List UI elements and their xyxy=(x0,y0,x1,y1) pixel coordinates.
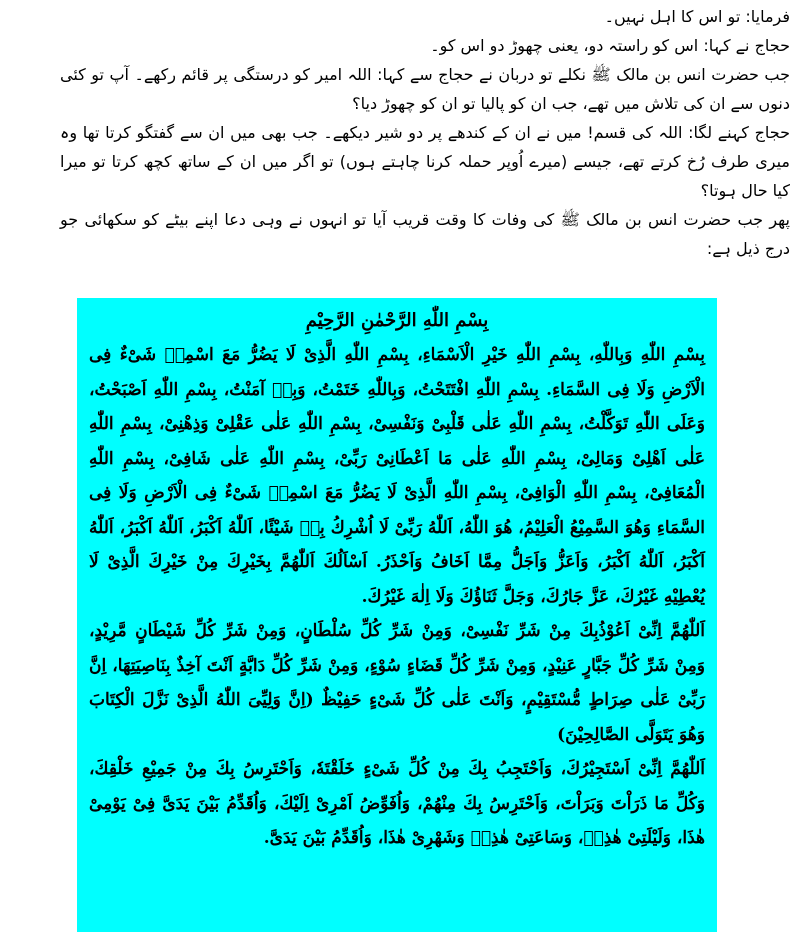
dua-paragraph-1: بِسْمِ اللّٰهِ وَبِاللّٰهِ، بِسْمِ اللّٰهِ خَيْرِ الْاَسْمَاءِ، بِسْمِ اللّٰهِ الَّذِىْ لَا يَضُرُّ مَعَ اسْمِهٖ شَىْءٌ فِى الْاَرْضِ وَلَا فِى السَّمَاءِ. بِسْمِ اللّٰهِ افْتَتَحْتُ، وَبِاللّٰهِ خَتَمْتُ، وَبِهٖ آمَنْتُ، بِسْمِ اللّٰهِ اَصْبَحْتُ، وَعَلَى اللّٰهِ تَوَكَّلْتُ، بِسْمِ اللّٰهِ عَلٰى قَلْبِىْ وَنَفْسِىْ، بِسْمِ اللّٰهِ عَلٰى عَقْلِىْ وَذِهْنِىْ، بِسْمِ اللّٰهِ عَلٰى اَهْلِىْ وَمَالِىْ، بِسْمِ اللّٰهِ عَلٰى مَا اَعْطَانِىْ رَبِّىْ، بِسْمِ اللّٰهِ عَلٰى شَافِىْ، بِسْمِ اللّٰهِ الْمُعَافِىْ، بِسْمِ اللّٰهِ الْوَافِىْ، بِسْمِ اللّٰهِ الَّذِىْ لَا يَضُرُّ مَعَ اسْمِهٖ شَىْءٌ فِى الْاَرْضِ وَلَا فِى السَّمَاءِ وَهُوَ السَّمِيْعُ الْعَلِيْمُ، هُوَ اللّٰهُ، اَللّٰهُ رَبِّىْ لَا اُشْرِكُ بِهٖ شَيْئًا، اَللّٰهُ اَكْبَرُ، اَللّٰهُ اَكْبَرُ، اَللّٰهُ اَكْبَرُ، اَللّٰهُ اَكْبَرُ، وَاَعَزُّ وَاَجَلُّ مِمَّا اَخَافُ وَاَحْذَرُ. اَسْاَلُكَ اَللّٰهُمَّ بِخَيْرِكَ مِنْ خَيْرِكَ الَّذِىْ لَا يُعْطِيْهِ غَيْرُكَ، عَزَّ جَارُكَ، وَجَلَّ ثَنَاؤُكَ وَلَا اِلٰهَ غَيْرُكَ. xyxy=(89,345,705,607)
dua-text-box xyxy=(77,298,717,932)
urdu-paragraph-doorkeeper: جب حضرت انس بن مالک ﷺ نکلے تو دربان نے حجاج سے کہا: اللہ امیر کو درستگی پر قائم رکھے۔ آپ تو کئی دنوں سے ان کی تلاش میں تھے، جب ان کو پالیا تو ان کو چھوڑ دیا؟ xyxy=(60,65,790,113)
urdu-line-hajjaj-order: حجاج نے کہا: اس کو راستہ دو، یعنی چھوڑ دو اس کو۔ xyxy=(430,36,790,55)
dua-paragraph-2: اَللّٰهُمَّ اِنِّىْ اَعُوْذُبِكَ مِنْ شَرِّ نَفْسِىْ، وَمِنْ شَرِّ كُلِّ سُلْطَانٍ، وَمِنْ شَرِّ كُلِّ شَيْطَانٍ مَّرِيْدٍ، وَمِنْ شَرِّ كُلِّ جَبَّارٍ عَنِيْدٍ، وَمِنْ شَرِّ كُلِّ قَضَاءٍ سُوْءٍ، وَمِنْ شَرِّ كُلِّ دَابَّةٍ اَنْتَ آخِذٌ بِنَاصِيَتِهَا، اِنَّ رَبِّىْ عَلٰى صِرَاطٍ مُّسْتَقِيْمٍ، وَاَنْتَ عَلٰى كُلِّ شَىْءٍ حَفِيْظٌ (اِنَّ وَلِيِّىَ اللّٰهُ الَّذِىْ نَزَّلَ الْكِتَابَ وَهُوَ يَتَوَلَّى الصَّالِحِيْنَ) xyxy=(89,621,705,745)
dua-paragraph-3: اَللّٰهُمَّ اِنِّىْ اَسْتَجِيْرُكَ، وَاَحْتَجِبُ بِكَ مِنْ كُلِّ شَىْءٍ خَلَقْتَهٗ، وَاَحْتَرِسُ بِكَ مِنْ جَمِيْعِ خَلْقِكَ، وَكُلِّ مَا ذَرَاْتَ وَبَرَاْتَ، وَاَحْتَرِسُ بِكَ مِنْهُمْ، وَاُفَوِّضُ اَمْرِىْ اِلَيْكَ، وَاُقَدِّمُ بَيْنَ يَدَىَّ فِىْ يَوْمِىْ هٰذَا، وَلَيْلَتِىْ هٰذِهٖ، وَسَاعَتِىْ هٰذِهٖ وَشَهْرِىْ هٰذَا، وَاُقَدِّمُ بَيْنَ يَدَىَّ. xyxy=(89,759,705,848)
urdu-line-reply: فرمایا: تو اس کا اہل نہیں۔ xyxy=(604,7,790,26)
urdu-paragraph-dua-intro: پھر جب حضرت انس بن مالک ﷺ کی وفات کا وقت قریب آیا تو انہوں نے وہی دعا اپنے بیٹے کو سکھائی جو درج ذیل ہے: xyxy=(60,210,790,258)
urdu-paragraph-lions: حجاج کہنے لگا: اللہ کی قسم! میں نے ان کے کندھے پر دو شیر دیکھے۔ جب بھی میں ان سے گفتگو کرتا تھا وہ میری طرف رُخ کرتے تھے، جیسے (میرے اُوپر حملہ کرنا چاہتے ہوں) تو اگر میں ان کے ساتھ کچھ کرتا تو میرا کیا حال ہوتا؟ xyxy=(60,123,790,200)
urdu-narrative xyxy=(60,2,790,263)
dua-title-bismillah: بِسْمِ اللّٰهِ الرَّحْمٰنِ الرَّحِيْمِ xyxy=(305,310,489,331)
